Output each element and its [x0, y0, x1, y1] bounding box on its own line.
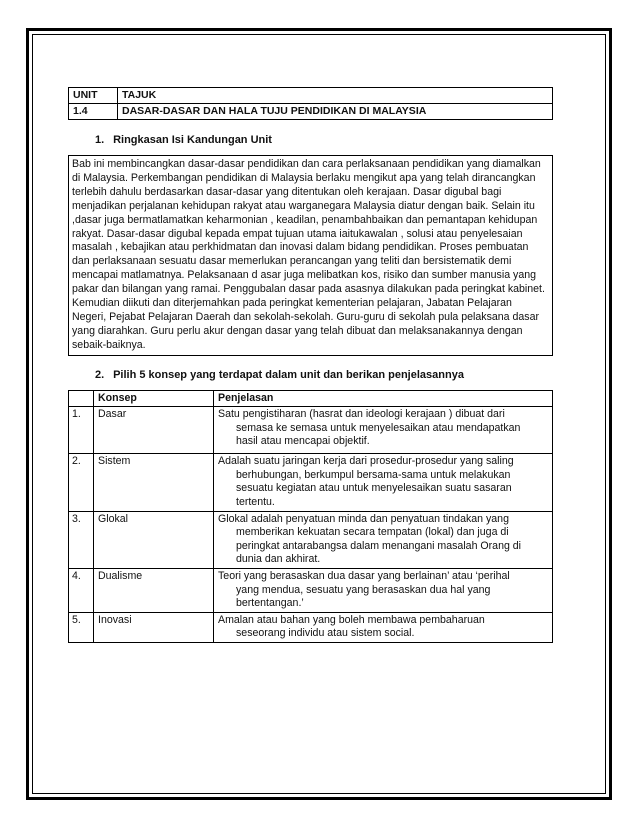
- concept-table: [68, 390, 553, 643]
- section2-heading: [95, 369, 553, 381]
- concept-table-header: [69, 390, 553, 407]
- unit-table: [68, 87, 553, 120]
- tajuk-header: TAJUK: [118, 88, 553, 104]
- concept-name: Dasar: [94, 407, 214, 454]
- unit-table-header: [69, 88, 553, 104]
- concept-explanation: [214, 569, 553, 613]
- row-number: 5.: [69, 612, 94, 642]
- section2-title: Pilih 5 konsep yang terdapat dalam unit dan berikan penjelasannya: [113, 368, 464, 381]
- explanation-first-line: Amalan atau bahan yang boleh membawa pembaharuan: [218, 613, 485, 626]
- row-number: 4.: [69, 569, 94, 613]
- header-konsep: Konsep: [94, 390, 214, 407]
- row-number: 1.: [69, 407, 94, 454]
- concept-name: Sistem: [94, 454, 214, 511]
- explanation-rest: berhubungan, berkumpul bersama-sama untuk melakukan sesuatu kegiatan atau untuk menyelesaikan suatu sasaran tertentu.: [236, 468, 512, 509]
- header-no: [69, 390, 94, 407]
- section1-title: Ringkasan Isi Kandungan Unit: [113, 134, 272, 146]
- explanation-first-line: Teori yang berasaskan dua dasar yang berlainan’ atau ‘perihal: [218, 570, 510, 583]
- row-number: 3.: [69, 511, 94, 568]
- table-row: [69, 407, 553, 454]
- concept-explanation: [214, 407, 553, 454]
- explanation-first-line: Glokal adalah penyatuan minda dan penyatuan tindakan yang: [218, 512, 509, 525]
- unit-table-row: [69, 104, 553, 120]
- section1-number: 1.: [95, 134, 105, 146]
- explanation-first-line: Adalah suatu jaringan kerja dari prosedur-prosedur yang saling: [218, 455, 514, 468]
- unit-header: UNIT: [69, 88, 118, 104]
- concept-name: Glokal: [94, 511, 214, 568]
- section1-heading: [95, 134, 553, 146]
- explanation-first-line: Satu pengistiharan (hasrat dan ideologi kerajaan ) dibuat dari: [218, 408, 505, 421]
- unit-title: DASAR-DASAR DAN HALA TUJU PENDIDIKAN DI MALAYSIA: [118, 104, 553, 120]
- table-row: [69, 454, 553, 511]
- row-number: 2.: [69, 454, 94, 511]
- unit-number: 1.4: [69, 104, 118, 120]
- header-penjelasan: Penjelasan: [214, 390, 553, 407]
- explanation-rest: semasa ke semasa untuk menyelesaikan atau mendapatkan hasil atau mencapai objektif.: [236, 421, 521, 448]
- summary-box: Bab ini membincangkan dasar-dasar pendidikan dan cara perlaksanaan pendidikan yang diamalkan di Malaysia. Perkembangan pendidikan di Malaysia berlaku mengikut apa yang telah dirancangkan terlebih dahulu berdasarkan dasar-dasar yang ditentukan oleh kerajaan. Dasar digubal bagi menjadikan perjalanan kehidupan rakyat atau warganegara Malaysia diatur dengan baik. Selain itu ,dasar juga bermatlamatkan keharmonian , keadilan, penambahbaikan dan pemantapan kehidupan rakyat. Dasar-dasar digubal kepada empat tujuan utama iaitukawalan , solusi atau penyelesaian masalah , kebajikan atau perkhidmatan dan inovasi dalam bidang pendidikan. Proses pembuatan dan perlaksanaan sesuatu dasar memerlukan perancangan yang teliti dan bersistematik demi mencapai matlamatnya. Pelaksanaan d asar juga melibatkan kos, risiko dan sumber manusia yang pakar dan bilangan yang ramai. Penggubalan dasar pada asasnya dilakukan pada peringkat kabinet. Kemudian diikuti dan diterjemahkan pada peringkat kementerian pelajaran, Jabatan Pelajaran Negeri, Pejabat Pelajaran Daerah dan sekolah-sekolah. Guru-guru di sekolah pula pelaksana dasar yang diarahkan. Guru perlu akur dengan dasar yang telah dibuat dan melaksanakannya dengan sebaik-baiknya.: [68, 155, 553, 356]
- explanation-rest: yang mendua, sesuatu yang berasaskan dua hal yang bertentangan.’: [236, 583, 491, 610]
- document-content: [68, 87, 553, 643]
- concept-name: Dualisme: [94, 569, 214, 613]
- concept-name: Inovasi: [94, 612, 214, 642]
- explanation-rest: seseorang individu atau sistem social.: [236, 627, 415, 640]
- table-row: [69, 511, 553, 568]
- concept-explanation: [214, 454, 553, 511]
- table-row: [69, 569, 553, 613]
- explanation-rest: memberikan kekuatan secara tempatan (lokal) dan juga di peringkat antarabangsa dalam menangani masalah Orang di dunia dan akhirat.: [236, 526, 522, 566]
- section2-number: 2.: [95, 368, 105, 381]
- concept-explanation: [214, 511, 553, 568]
- table-row: [69, 612, 553, 642]
- concept-explanation: [214, 612, 553, 642]
